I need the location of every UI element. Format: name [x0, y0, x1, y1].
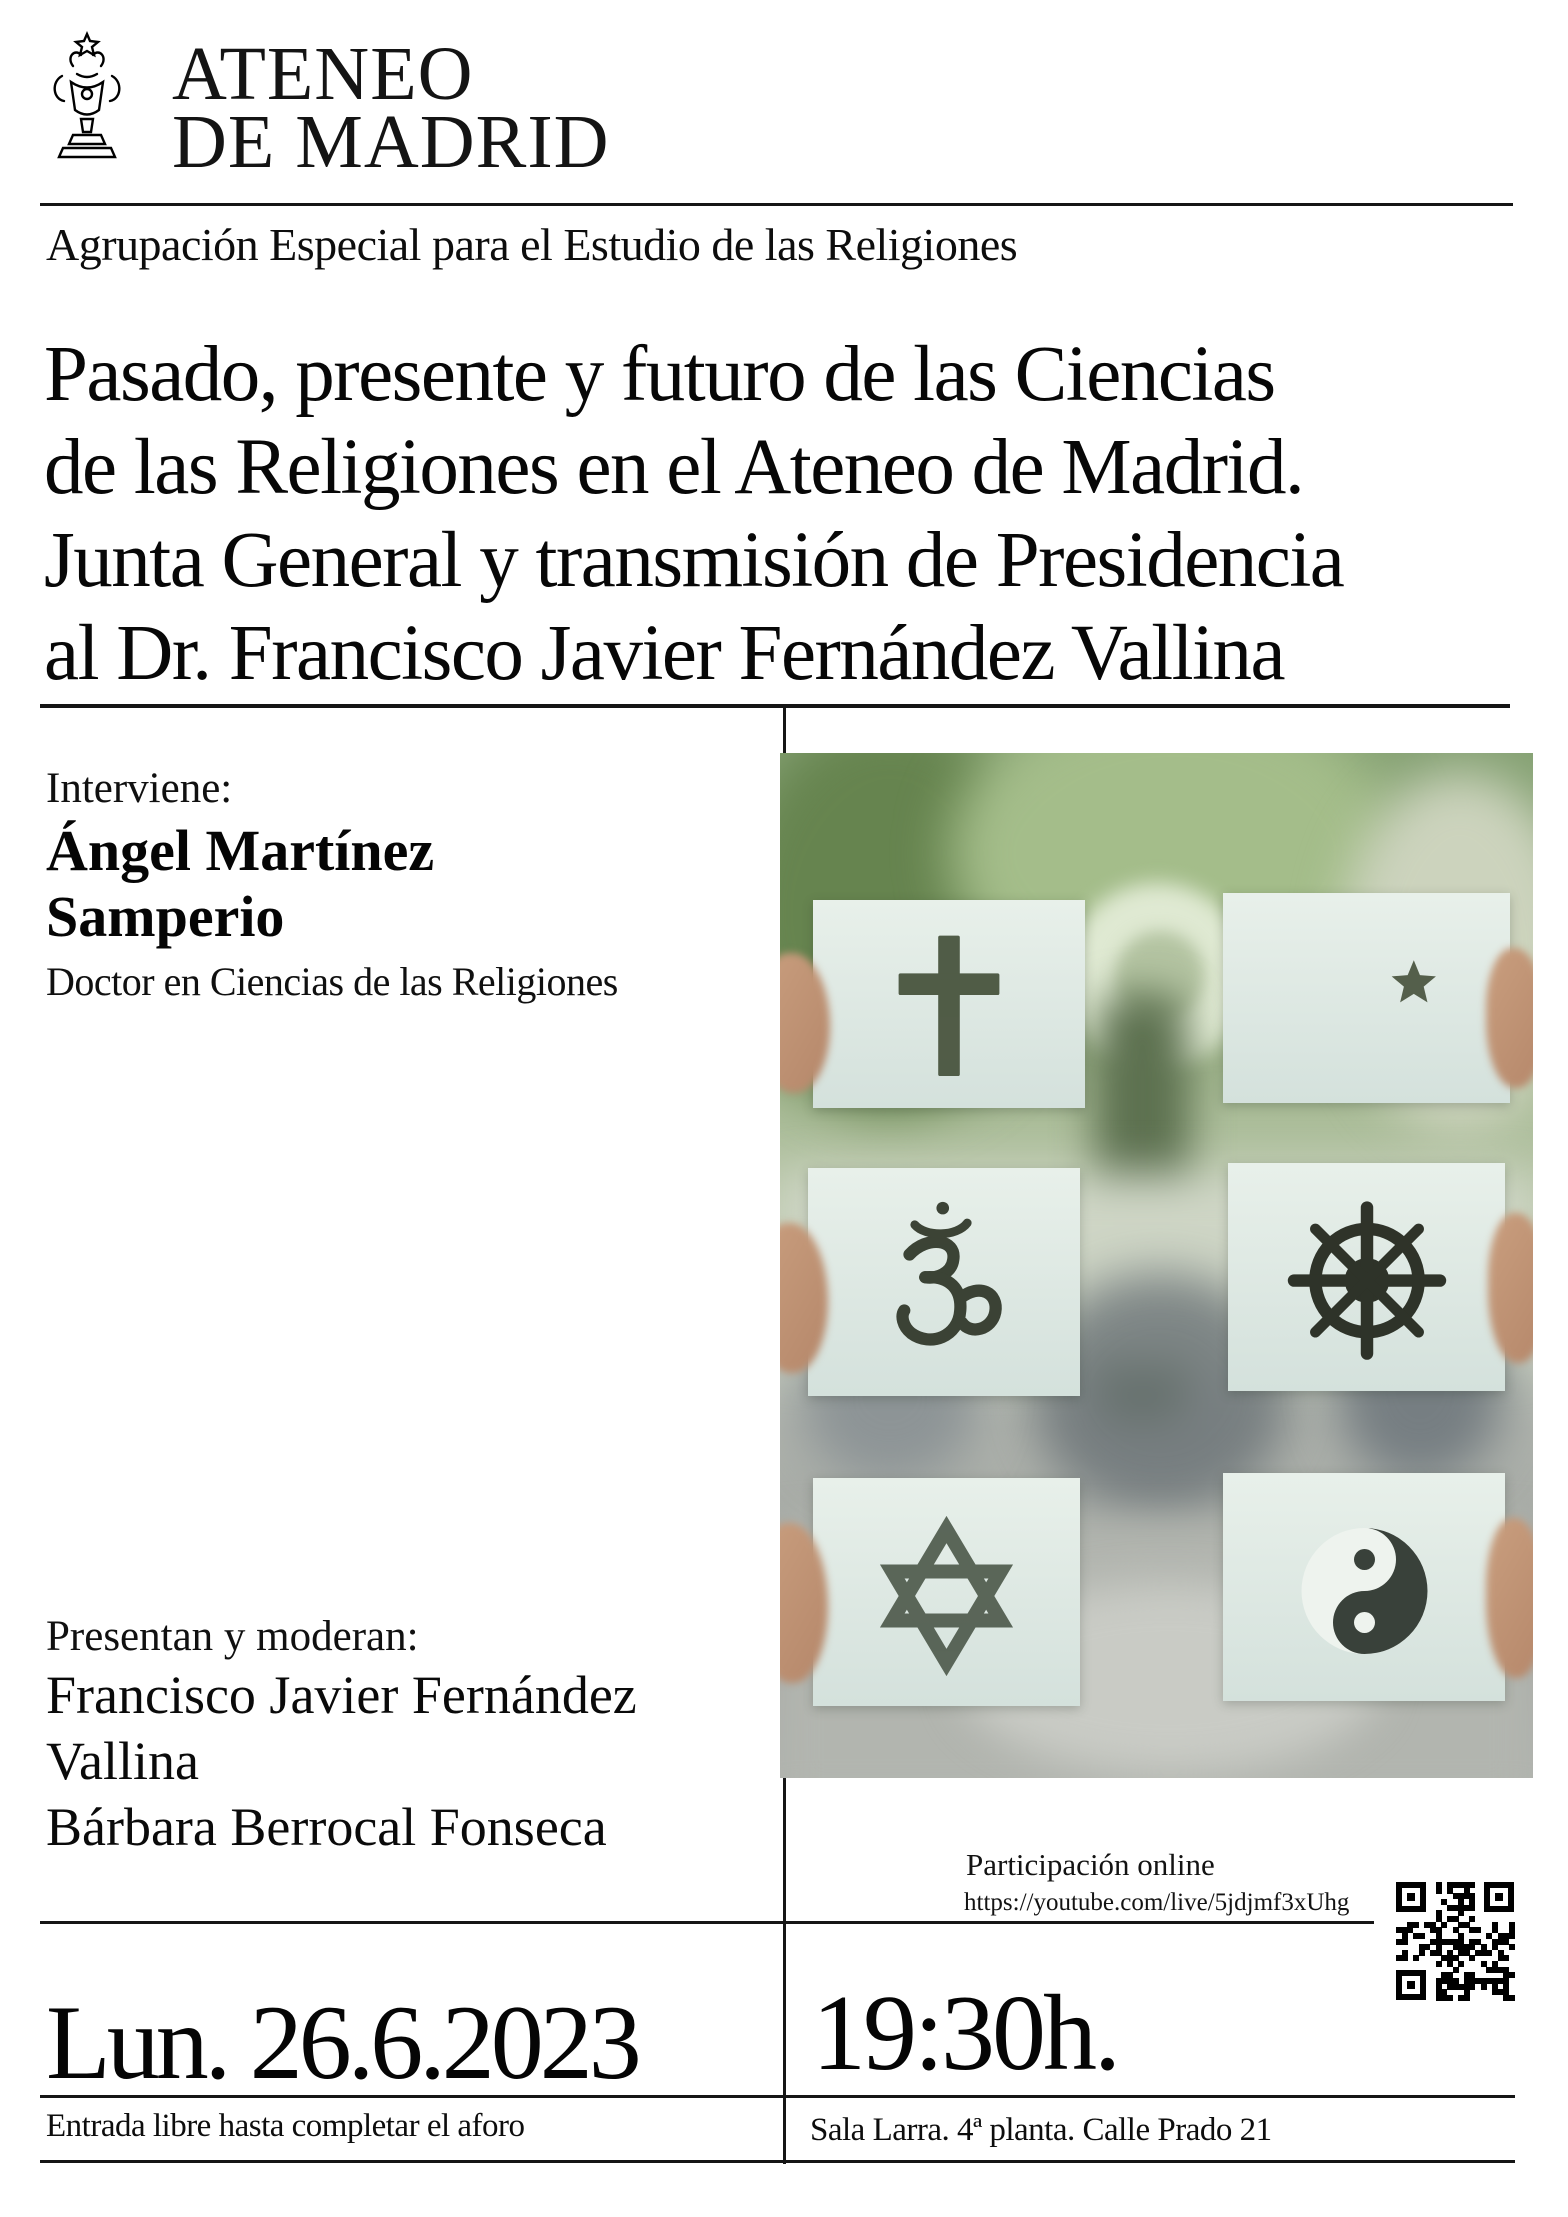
qr-module — [1486, 1950, 1492, 1956]
qr-module — [1402, 1939, 1408, 1945]
symbol-card-hinduism — [808, 1168, 1080, 1396]
speaker-name — [46, 818, 434, 950]
taoism-yin-yang-icon — [1277, 1500, 1452, 1675]
symbol-card-buddhism — [1228, 1163, 1505, 1391]
qr-module — [1481, 1984, 1487, 1990]
qr-module — [1419, 1933, 1425, 1939]
qr-module — [1413, 1922, 1419, 1928]
speaker-name-line-2: Samperio — [46, 884, 285, 949]
youtube-live-url[interactable]: https://youtube.com/live/5jdjmf3xUhg — [964, 1889, 1350, 1916]
ateneo-emblem-icon — [48, 30, 126, 170]
title-line-1: Pasado, presente y futuro de las Ciencias — [44, 331, 1275, 418]
brand-line-2: DE MADRID — [172, 100, 610, 184]
qr-finder-bottom-left — [1396, 1970, 1426, 2000]
schedule-top-rule — [40, 1921, 1374, 1924]
qr-module — [1458, 1910, 1464, 1916]
qr-module — [1436, 1961, 1442, 1967]
qr-module — [1402, 1955, 1408, 1961]
moderator-line-2: Vallina — [46, 1731, 199, 1791]
qr-code — [1390, 1876, 1520, 2006]
moderators-names — [46, 1662, 637, 1860]
qr-module — [1509, 1972, 1515, 1978]
qr-module — [1469, 1916, 1475, 1922]
brand-line-1: ATENEO — [172, 32, 474, 116]
qr-module — [1447, 1995, 1453, 2001]
qr-module — [1413, 1955, 1419, 1961]
title-line-3: Junta General y transmisión de Presidencia — [44, 517, 1344, 604]
title-rule — [40, 704, 1510, 708]
venue-note: Sala Larra. 4ª planta. Calle Prado 21 — [810, 2112, 1272, 2148]
speaker-credential: Doctor en Ciencias de las Religiones — [46, 959, 618, 1004]
qr-module — [1469, 1905, 1475, 1911]
qr-module — [1441, 1922, 1447, 1928]
qr-module — [1419, 1950, 1425, 1956]
event-title — [44, 328, 1343, 700]
hand-right-bottom — [1486, 1518, 1533, 1678]
qr-module — [1436, 1888, 1442, 1894]
qr-module — [1509, 1944, 1515, 1950]
qr-module — [1475, 1927, 1481, 1933]
admission-note: Entrada libre hasta completar el aforo — [46, 2108, 525, 2144]
qr-module — [1469, 1984, 1475, 1990]
qr-module — [1509, 1995, 1515, 2001]
qr-module — [1503, 1955, 1509, 1961]
symbol-card-islam — [1223, 893, 1510, 1103]
symbol-card-taoism — [1223, 1473, 1505, 1701]
moderators-label: Presentan y moderan: — [46, 1613, 419, 1660]
organizer-line: Agrupación Especial para el Estudio de las Religiones — [46, 219, 1018, 270]
title-line-2: de las Religiones en el Ateneo de Madrid. — [44, 424, 1304, 511]
symbol-card-christianity — [813, 900, 1085, 1108]
judaism-star-of-david-icon — [859, 1505, 1034, 1680]
speaker-label: Interviene: — [46, 765, 233, 812]
qr-module — [1458, 1961, 1464, 1967]
moderator-line-3: Bárbara Berrocal Fonseca — [46, 1797, 607, 1857]
event-date: Lun. 26.6.2023 — [46, 1984, 638, 2101]
qr-finder-top-left — [1396, 1882, 1426, 1912]
schedule-bottom-rule — [40, 2160, 1515, 2163]
speaker-name-line-1: Ángel Martínez — [46, 818, 435, 883]
qr-module — [1464, 1995, 1470, 2001]
qr-module — [1509, 1933, 1515, 1939]
hinduism-om-icon — [857, 1195, 1032, 1370]
qr-finder-top-right — [1484, 1882, 1514, 1912]
online-participation-label: Participación online — [966, 1847, 1215, 1882]
event-time: 19:30h. — [812, 1974, 1119, 2093]
header-rule — [40, 203, 1513, 206]
hand-right-top — [1486, 948, 1533, 1088]
buddhism-dharma-wheel-icon — [1278, 1188, 1456, 1366]
religions-photo — [780, 753, 1533, 1778]
islam-crescent-star-icon — [1277, 908, 1457, 1088]
moderator-line-1: Francisco Javier Fernández — [46, 1665, 637, 1725]
qr-module — [1453, 1967, 1459, 1973]
qr-module — [1469, 1955, 1475, 1961]
christian-cross-icon — [859, 914, 1039, 1094]
symbol-card-judaism — [813, 1478, 1080, 1706]
qr-module — [1469, 1882, 1475, 1888]
title-line-4: al Dr. Francisco Javier Fernández Vallina — [44, 610, 1285, 697]
brand-wordmark — [172, 32, 610, 184]
